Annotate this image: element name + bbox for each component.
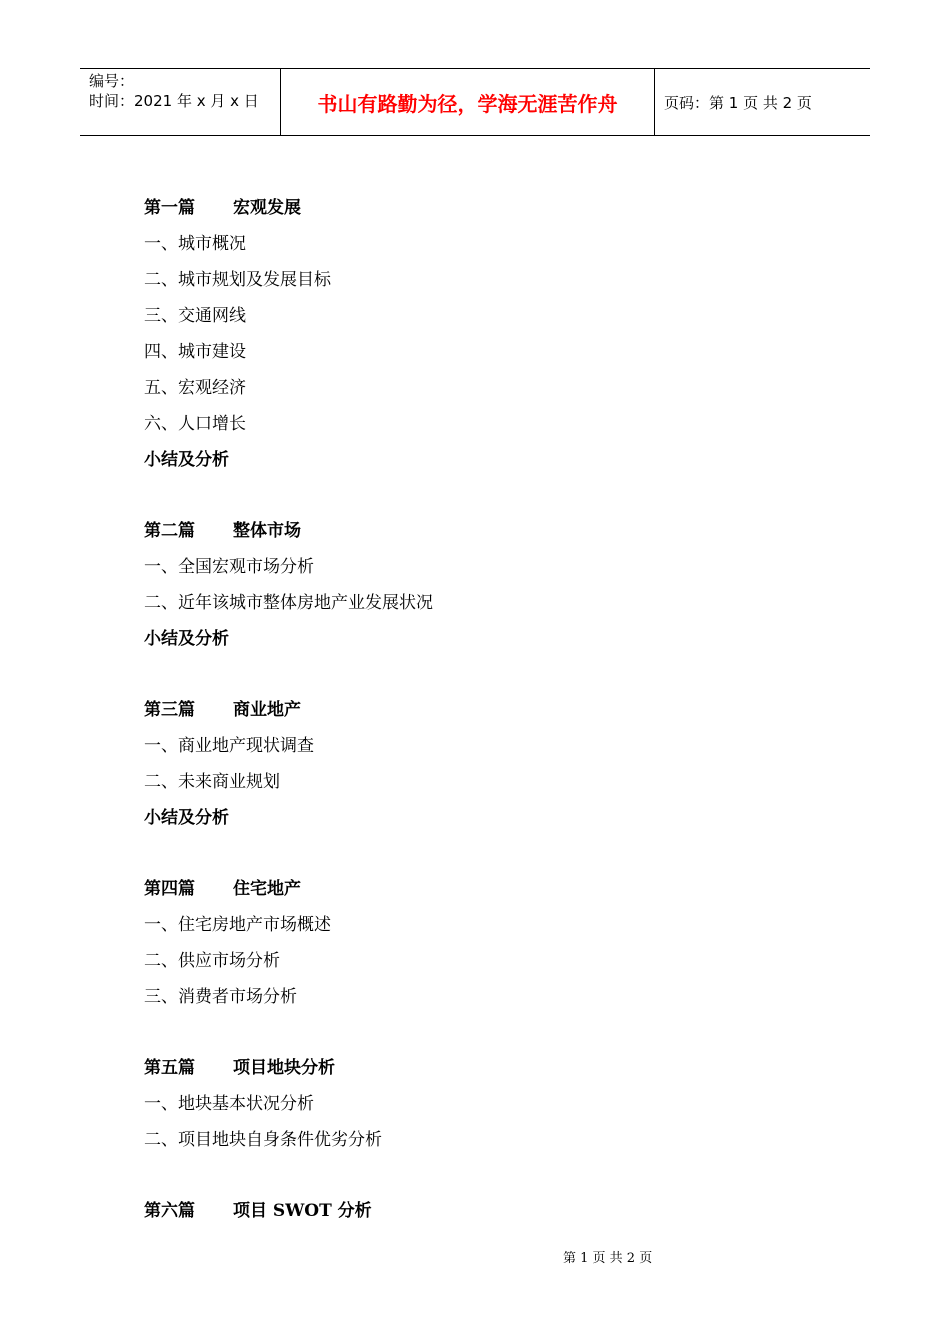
header-page-info: 页码：第 1 页 共 2 页 xyxy=(664,93,812,112)
section-name: 项目 SWOT 分析 xyxy=(233,1201,372,1221)
toc-item: 三、交通网线 xyxy=(144,306,246,326)
header-meta-cell xyxy=(80,69,281,135)
section-title xyxy=(144,692,433,728)
toc-item: 一、城市概况 xyxy=(144,234,246,254)
section-name: 项目地块分析 xyxy=(233,1058,335,1078)
toc-item: 一、全国宏观市场分析 xyxy=(144,557,314,577)
toc-item: 一、地块基本状况分析 xyxy=(144,1094,314,1114)
toc-item: 二、城市规划及发展目标 xyxy=(144,270,331,290)
section-name: 商业地产 xyxy=(233,700,301,720)
section-title xyxy=(144,1193,433,1229)
toc-item: 四、城市建设 xyxy=(144,342,246,362)
section-spacer xyxy=(144,1015,433,1050)
date-label: 时间：2021 年 x 月 x 日 xyxy=(89,92,259,110)
section-spacer xyxy=(144,836,433,871)
toc-item: 二、供应市场分析 xyxy=(144,951,280,971)
toc-item: 二、近年该城市整体房地产业发展状况 xyxy=(144,593,433,613)
header-motto: 书山有路勤为径，学海无涯苦作舟 xyxy=(281,69,655,135)
section-title xyxy=(144,871,433,907)
page-footer: 第 1 页 共 2 页 xyxy=(563,1251,653,1266)
section-number: 第一篇 xyxy=(144,198,195,218)
section-title xyxy=(144,1050,433,1086)
section-name: 住宅地产 xyxy=(233,879,301,899)
section-number: 第四篇 xyxy=(144,879,195,899)
document-header xyxy=(80,68,870,136)
toc-item: 六、人口增长 xyxy=(144,414,246,434)
section-title xyxy=(144,190,433,226)
section-number: 第二篇 xyxy=(144,521,195,541)
section-spacer xyxy=(144,657,433,692)
section-name: 宏观发展 xyxy=(233,198,301,218)
section-summary: 小结及分析 xyxy=(144,450,229,470)
section-name: 整体市场 xyxy=(233,521,301,541)
toc-item: 五、宏观经济 xyxy=(144,378,246,398)
toc-item: 一、住宅房地产市场概述 xyxy=(144,915,331,935)
table-of-contents xyxy=(144,190,433,1229)
section-spacer xyxy=(144,478,433,513)
section-summary: 小结及分析 xyxy=(144,808,229,828)
toc-item: 二、项目地块自身条件优劣分析 xyxy=(144,1130,382,1150)
section-spacer xyxy=(144,1158,433,1193)
section-summary: 小结及分析 xyxy=(144,629,229,649)
section-number: 第五篇 xyxy=(144,1058,195,1078)
section-number: 第六篇 xyxy=(144,1201,195,1221)
section-number: 第三篇 xyxy=(144,700,195,720)
toc-item: 三、消费者市场分析 xyxy=(144,987,297,1007)
section-title xyxy=(144,513,433,549)
toc-item: 一、商业地产现状调查 xyxy=(144,736,314,756)
toc-item: 二、未来商业规划 xyxy=(144,772,280,792)
serial-number-label: 编号： xyxy=(89,72,135,90)
